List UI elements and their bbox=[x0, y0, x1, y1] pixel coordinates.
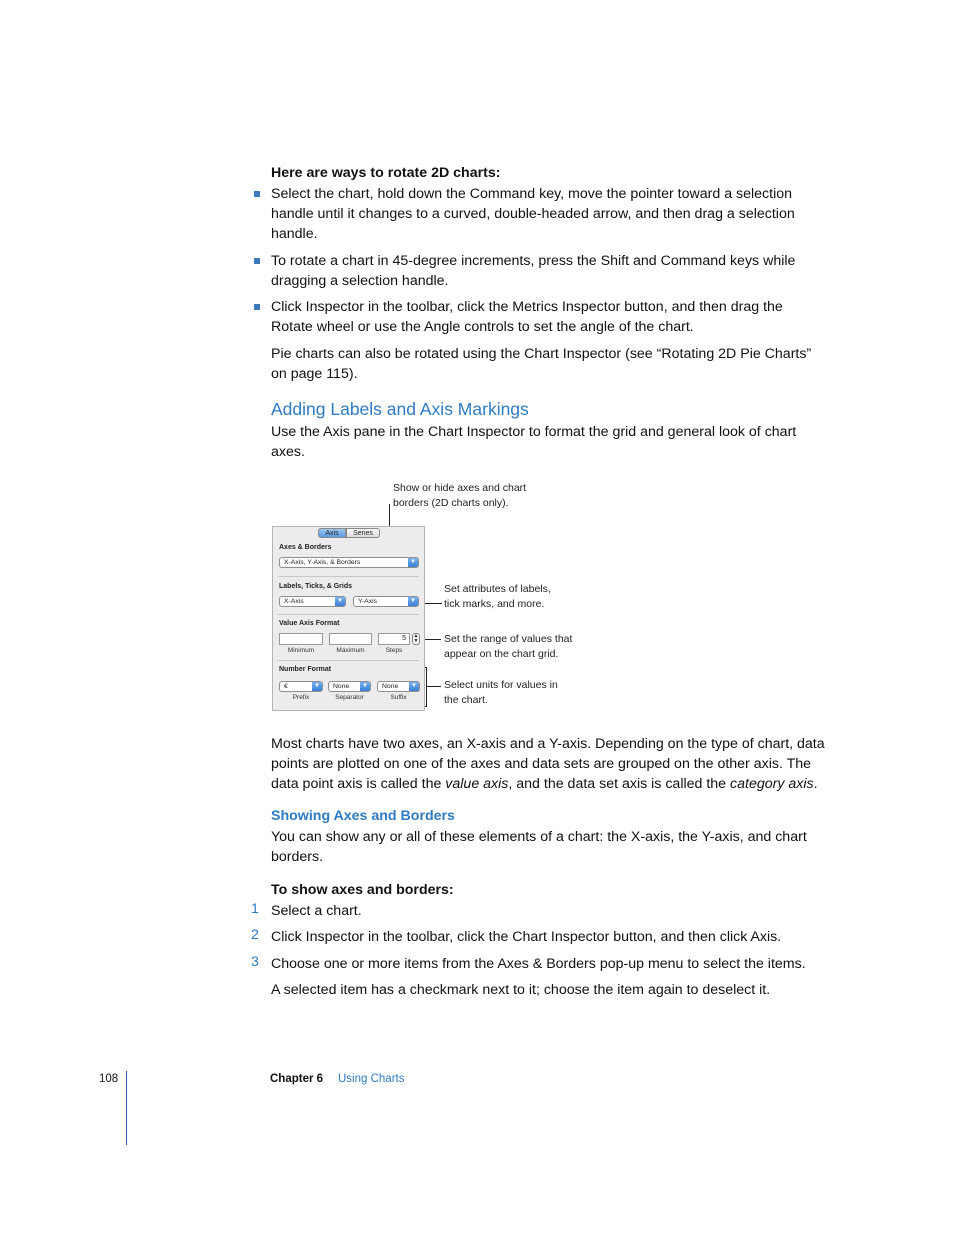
bullet-1-line-1: Select the chart, hold down the Command key, move the pointer toward a selection bbox=[271, 186, 793, 202]
axes-para-text: , and the data set axis is called the bbox=[508, 776, 731, 792]
axes-borders-value: X-Axis, Y-Axis, & Borders bbox=[284, 559, 361, 566]
step-number: 2 bbox=[251, 927, 259, 943]
suffix-label: Suffix bbox=[390, 694, 407, 701]
popup-arrow-icon: ▼ bbox=[360, 682, 370, 691]
number-format-label: Number Format bbox=[279, 666, 332, 673]
y-axis-popup[interactable] bbox=[353, 596, 419, 607]
maximum-label: Maximum bbox=[336, 647, 365, 654]
value-axis-format-label: Value Axis Format bbox=[279, 620, 340, 627]
x-axis-popup[interactable] bbox=[279, 596, 346, 607]
axes-para-line-1: Most charts have two axes, an X-axis and a Y-axis. Depending on the type of chart, data bbox=[271, 736, 825, 752]
x-axis-value: X-Axis bbox=[284, 598, 304, 605]
axes-borders-popup[interactable] bbox=[279, 557, 419, 568]
step-number: 1 bbox=[251, 901, 259, 917]
callout-units-line-1: Select units for values in bbox=[444, 679, 558, 691]
axes-para-line-2: points are plotted on one of the axes and data sets are grouped on the other axis. The bbox=[271, 756, 812, 772]
separator-value: None bbox=[333, 683, 350, 690]
divider bbox=[278, 660, 419, 661]
bullet-marker bbox=[254, 304, 260, 310]
task-heading: To show axes and borders: bbox=[271, 882, 454, 898]
subsection-intro-line-1: You can show any or all of these elements of a chart: the X-axis, the Y-axis, and chart bbox=[271, 829, 807, 845]
bullet-2-line-2: dragging a selection handle. bbox=[271, 273, 449, 289]
footer-chapter-title: Using Charts bbox=[338, 1073, 405, 1085]
callout-labels-line-1: Set attributes of labels, bbox=[444, 583, 551, 595]
popup-arrow-icon: ▼ bbox=[335, 597, 345, 606]
labels-ticks-grids-label: Labels, Ticks, & Grids bbox=[279, 583, 353, 590]
steps-label: Steps bbox=[385, 647, 403, 654]
tab-axis[interactable]: Axis bbox=[318, 528, 346, 538]
popup-arrow-icon: ▼ bbox=[408, 558, 418, 567]
minimum-field[interactable] bbox=[279, 633, 323, 645]
step-note: A selected item has a checkmark next to it; choose the item again to deselect it. bbox=[271, 982, 771, 998]
bullet-marker bbox=[254, 258, 260, 264]
step-1-text: Select a chart. bbox=[271, 903, 362, 919]
subsection-heading: Showing Axes and Borders bbox=[271, 808, 455, 824]
pie-note-line-2: on page 115). bbox=[271, 366, 358, 382]
step-number: 3 bbox=[251, 954, 259, 970]
callout-units-line-2: the chart. bbox=[444, 694, 488, 706]
pie-note-line-1: Pie charts can also be rotated using the Chart Inspector (see “Rotating 2D Pie Charts” bbox=[271, 346, 812, 362]
section-intro-line-2: axes. bbox=[271, 444, 305, 460]
bullet-3-line-1: Click Inspector in the toolbar, click the Metrics Inspector button, and then drag the bbox=[271, 299, 783, 315]
axes-para-text: . bbox=[813, 776, 818, 792]
callout-axes-line-1: Show or hide axes and chart bbox=[393, 482, 527, 494]
step-3-text: Choose one or more items from the Axes & Borders pop-up menu to select the items. bbox=[271, 956, 806, 972]
footer-chapter: Chapter 6 bbox=[270, 1073, 324, 1085]
axes-para-text: data point axis is called the bbox=[271, 776, 446, 792]
chart-inspector-axis-pane bbox=[272, 526, 425, 711]
axes-borders-label: Axes & Borders bbox=[279, 544, 332, 551]
callout-range-line-2: appear on the chart grid. bbox=[444, 648, 559, 660]
bullet-marker bbox=[254, 191, 260, 197]
popup-arrow-icon: ▼ bbox=[312, 682, 322, 691]
popup-arrow-icon: ▼ bbox=[409, 682, 419, 691]
category-axis-term: category axis bbox=[730, 776, 814, 792]
prefix-value: € bbox=[284, 683, 288, 690]
subsection-intro-line-2: borders. bbox=[271, 849, 324, 865]
section-intro-line-1: Use the Axis pane in the Chart Inspector to format the grid and general look of chart bbox=[271, 424, 797, 440]
intro-heading: Here are ways to rotate 2D charts: bbox=[271, 165, 501, 181]
axes-para-line-3 bbox=[271, 774, 818, 794]
divider bbox=[278, 614, 419, 615]
divider bbox=[278, 576, 419, 577]
separator-popup[interactable] bbox=[328, 681, 371, 692]
footer-rule bbox=[126, 1071, 127, 1145]
bullet-1-line-3: handle. bbox=[271, 226, 318, 242]
callout-leader-line bbox=[427, 686, 441, 687]
steps-field[interactable]: 5 bbox=[378, 633, 410, 645]
maximum-field[interactable] bbox=[329, 633, 372, 645]
steps-stepper-icon[interactable]: ▲ ▼ bbox=[413, 633, 419, 644]
callout-range-line-1: Set the range of values that bbox=[444, 633, 573, 645]
bullet-2-line-1: To rotate a chart in 45-degree increments, press the Shift and Command keys while bbox=[271, 253, 796, 269]
callout-bracket bbox=[426, 667, 427, 707]
separator-label: Separator bbox=[335, 694, 364, 701]
y-axis-value: Y-Axis bbox=[358, 598, 378, 605]
prefix-popup[interactable] bbox=[279, 681, 323, 692]
page-number: 108 bbox=[99, 1073, 119, 1085]
bullet-1-line-2: handle until it changes to a curved, double-headed arrow, and then drag a selection bbox=[271, 206, 795, 222]
minimum-label: Minimum bbox=[287, 647, 315, 654]
prefix-label: Prefix bbox=[292, 694, 310, 701]
callout-axes-line-2: borders (2D charts only). bbox=[393, 497, 509, 509]
suffix-value: None bbox=[382, 683, 399, 690]
value-axis-term: value axis bbox=[445, 776, 509, 792]
suffix-popup[interactable] bbox=[377, 681, 420, 692]
bullet-3-line-2: Rotate wheel or use the Angle controls to set the angle of the chart. bbox=[271, 319, 694, 335]
callout-labels-line-2: tick marks, and more. bbox=[444, 598, 545, 610]
section-heading: Adding Labels and Axis Markings bbox=[271, 399, 529, 419]
step-2-text: Click Inspector in the toolbar, click the Chart Inspector button, and then click Axis. bbox=[271, 929, 782, 945]
popup-arrow-icon: ▼ bbox=[408, 597, 418, 606]
tab-series[interactable]: Series bbox=[346, 528, 380, 538]
